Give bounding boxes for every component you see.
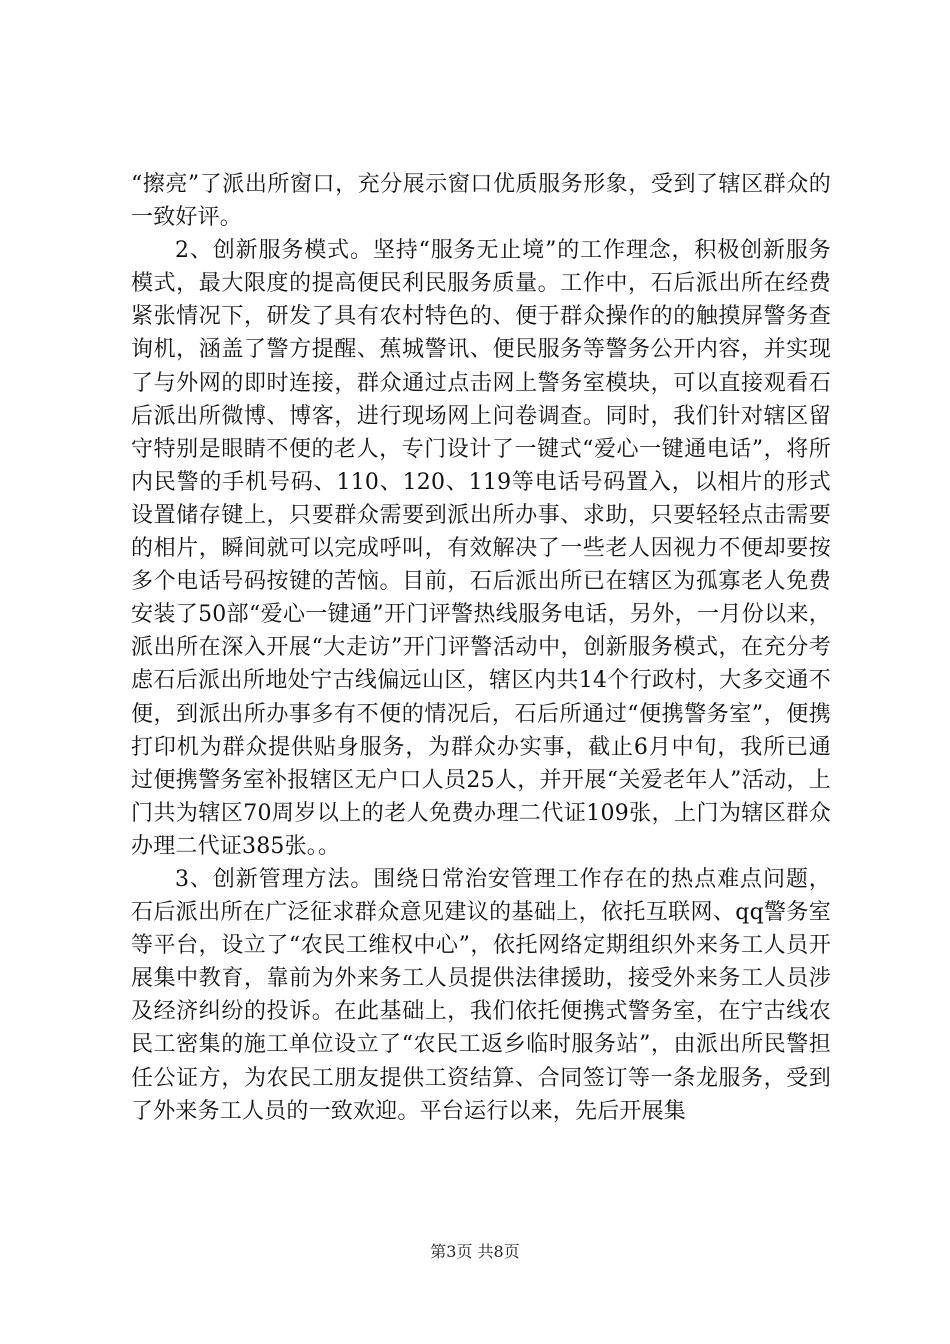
document-body — [131, 168, 831, 1128]
paragraph-innovate-management-method: 3、创新管理方法。围绕日常治安管理工作存在的热点难点问题，石后派出所在广泛征求群众意见建议的基础上，依托互联网、qq警务室等平台，设立了“农民工维权中心”，依托网络定期组织外来务工人员开展集中教育，靠前为外来务工人员提供法律援助，接受外来务工人员涉及经济纠纷的投诉。在此基础上，我们依托便携式警务室，在宁古线农民工密集的施工单位设立了“农民工返乡临时服务站”，由派出所民警担任公证方，为农民工朋友提供工资结算、合同签订等一条龙服务，受到了外来务工人员的一致欢迎。平台运行以来，先后开展集 — [131, 866, 831, 1124]
paragraph-innovate-service-model: 2、创新服务模式。坚持“服务无止境”的工作理念，积极创新服务模式，最大限度的提高便民利民服务质量。工作中，石后派出所在经费紧张情况下，研发了具有农村特色的、便于群众操作的的触摸屏警务查询机，涵盖了警方提醒、蕉城警讯、便民服务等警务公开内容，并实现了与外网的即时连接，群众通过点击网上警务室模块，可以直接观看石后派出所微博、博客，进行现场网上问卷调查。同时，我们针对辖区留守特别是眼睛不便的老人，专门设计了一键式“爱心一键通电话”，将所内民警的手机号码、110、120、119等电话号码置入，以相片的形式设置储存键上，只要群众需要到派出所办事、求助，只要轻轻点击需要的相片，瞬间就可以完成呼叫，有效解决了一些老人因视力不便却要按多个电话号码按键的苦恼。目前，石后派出所已在辖区为孤寡老人免费安装了50部“爱心一键通”开门评警热线服务电话，另外，一月份以来，派出所在深入开展“大走访”开门评警活动中，创新服务模式，在充分考虑石后派出所地处宁古线偏远山区，辖区内共14个行政村，大多交通不便，到派出所办事多有不便的情况后，石后所通过“便携警务室”，便携打印机为群众提供贴身服务，为群众办实事，截止6月中旬，我所已通过便携警务室补报辖区无户口人员25人，并开展“关爱老年人”活动，上门共为辖区70周岁以上的老人免费办理二代证109张，上门为辖区群众办理二代证385张。。 — [131, 238, 831, 859]
page-footer: 第3页 共8页 — [430, 1242, 520, 1261]
paragraph-continuation: “擦亮”了派出所窗口，充分展示窗口优质服务形象，受到了辖区群众的一致好评。 — [131, 172, 831, 231]
